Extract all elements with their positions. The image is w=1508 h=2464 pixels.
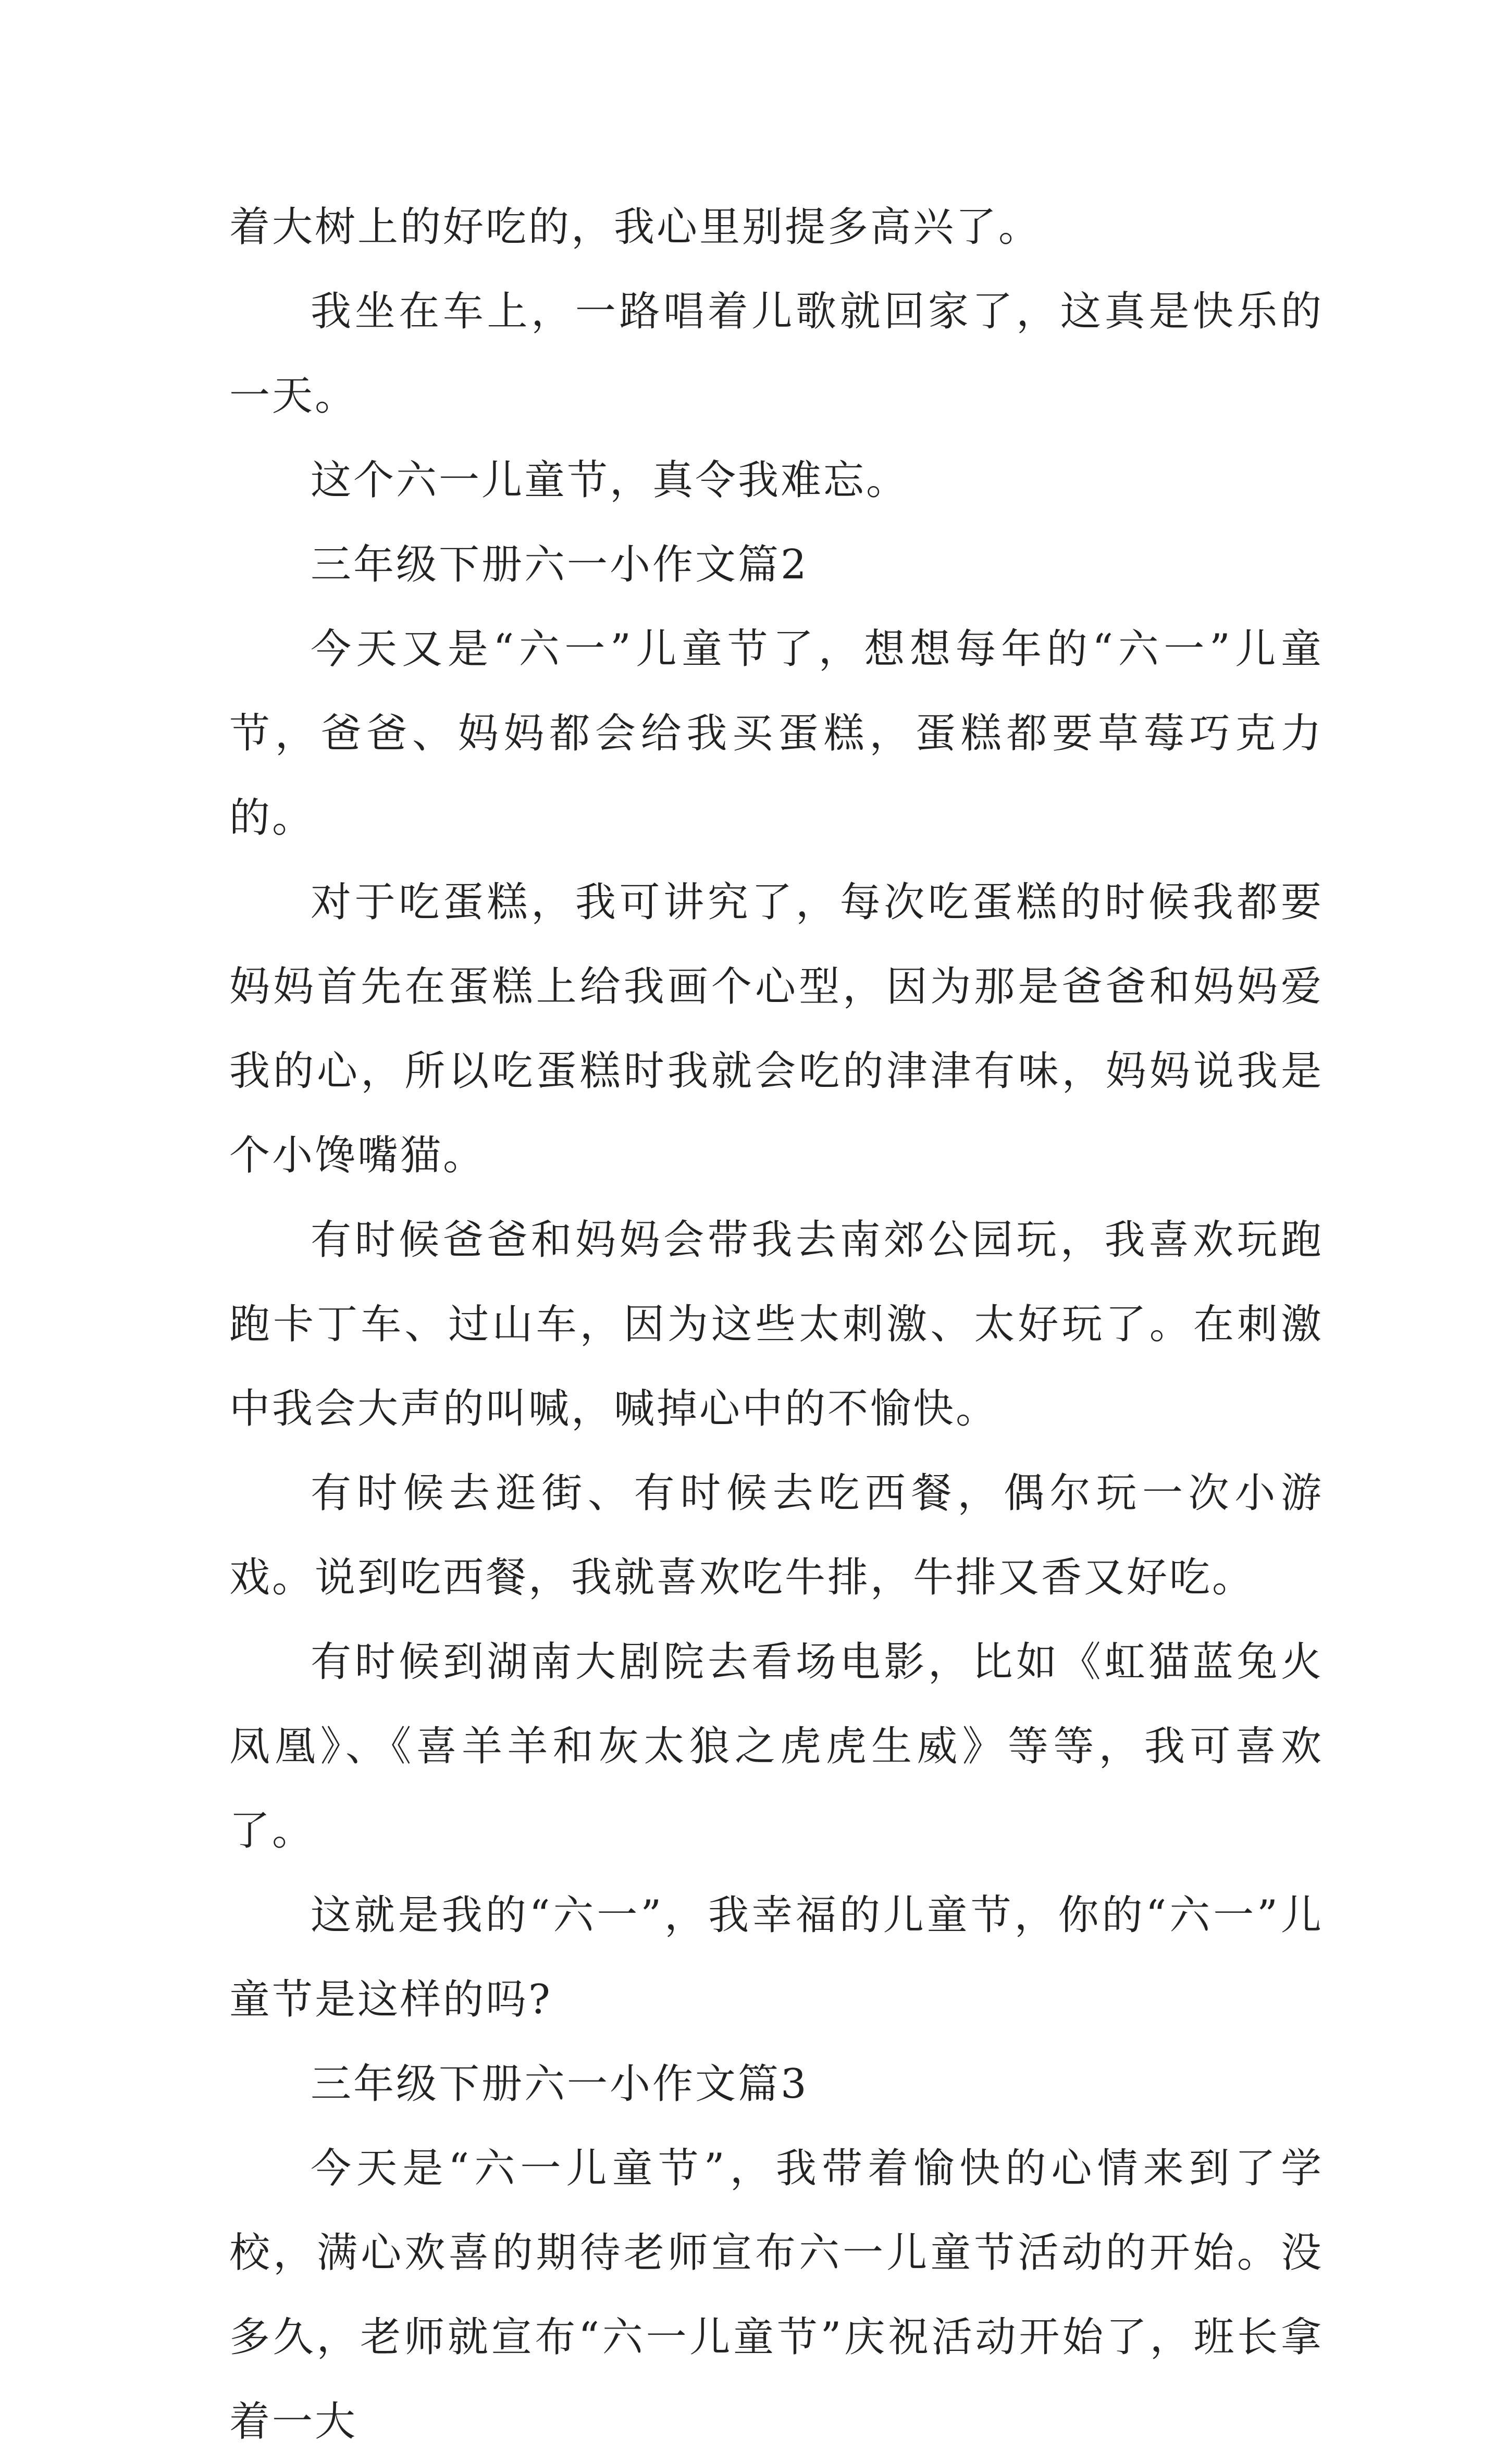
paragraph: 我坐在车上，一路唱着儿歌就回家了，这真是快乐的一天。 [229,288,1324,419]
paragraph: 今天又是“六一”儿童节了，想想每年的“六一”儿童节，爸爸、妈妈都会给我买蛋糕，蛋糕都要草莓巧克力的。 [229,626,1324,841]
paragraph: 有时候去逛街、有时候去吃西餐，偶尔玩一次小游戏。说到吃西餐，我就喜欢吃牛排，牛排又香又好吃。 [229,1470,1324,1601]
paragraph: 有时候爸爸和妈妈会带我去南郊公园玩，我喜欢玩跑跑卡丁车、过山车，因为这些太刺激、太好玩了。在刺激中我会大声的叫喊，喊掉心中的不愉快。 [229,1217,1324,1432]
section-heading: 三年级下册六一小作文篇2 [311,541,809,588]
paragraph: 这个六一儿童节，真令我难忘。 [311,457,909,504]
section-heading: 三年级下册六一小作文篇3 [311,2061,809,2108]
paragraph: 今天是“六一儿童节”，我带着愉快的心情来到了学校，满心欢喜的期待老师宣布六一儿童节活动的开始。没多久，老师就宣布“六一儿童节”庆祝活动开始了，班长拿着一大 [229,2145,1324,2445]
paragraph: 有时候到湖南大剧院去看场电影，比如《虹猫蓝兔火凤凰》、《喜羊羊和灰太狼之虎虎生威》等等，我可喜欢了。 [229,1639,1324,1854]
paragraph: 这就是我的“六一”，我幸福的儿童节，你的“六一”儿童节是这样的吗? [229,1892,1324,2023]
document-body [229,185,1324,2464]
paragraph: 着大树上的好吃的，我心里别提多高兴了。 [229,204,1042,251]
paragraph: 对于吃蛋糕，我可讲究了，每次吃蛋糕的时候我都要妈妈首先在蛋糕上给我画个心型，因为那是爸爸和妈妈爱我的心，所以吃蛋糕时我就会吃的津津有味，妈妈说我是个小馋嘴猫。 [229,879,1324,1179]
